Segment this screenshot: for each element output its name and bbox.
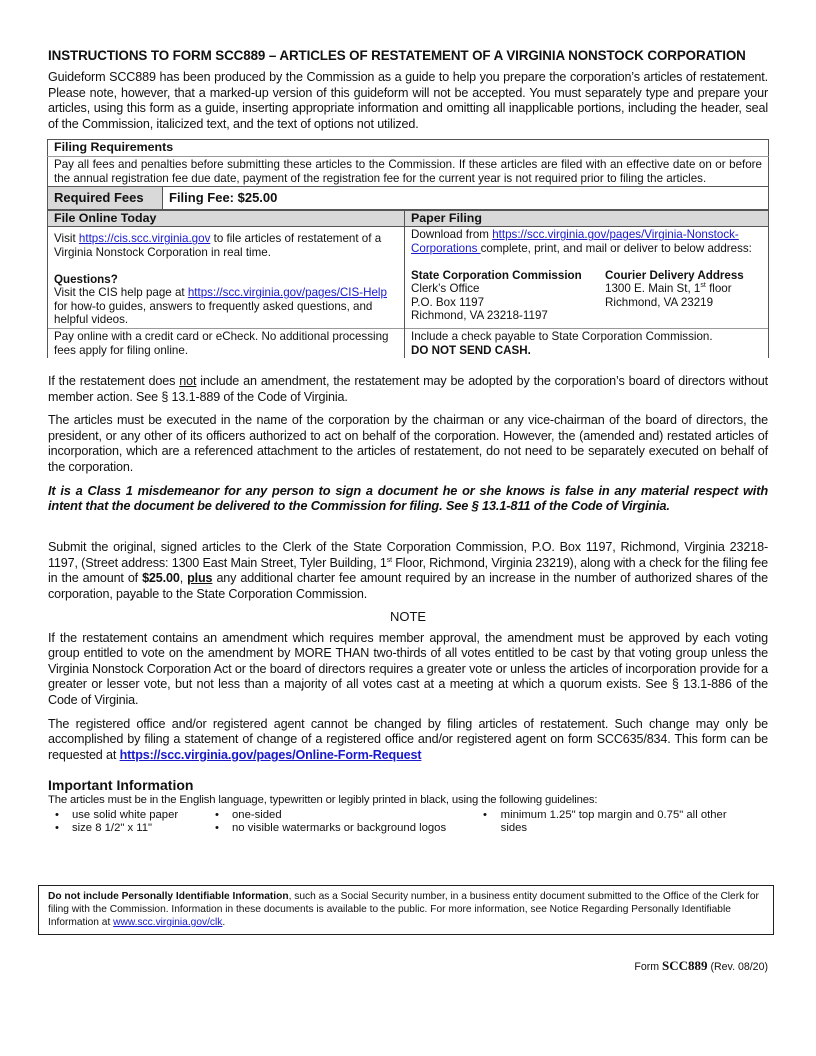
visit-cis-text: Visit https://cis.scc.virginia.gov to file articles of restatement of a Virginia Nonstock Corporation in real time. xyxy=(54,232,382,259)
important-info-heading: Important Information xyxy=(48,777,194,794)
bullet-icon: • xyxy=(483,808,487,821)
execution-paragraph: The articles must be executed in the name of the corporation by the chairman or any vice-chairman of the board of directors, the president, or any other of its officers authorized to act on behalf of the corporation. However, the (amended and) restated articles of incorporation, which are a referenced attachment to the articles of restatement, do not need to be separately executed on behalf of the corporation. xyxy=(48,413,768,475)
note-heading: NOTE xyxy=(389,608,427,624)
member-approval-paragraph: If the restatement contains an amendment which requires member approval, the amendment must be approved by each voting group entitled to vote on the amendment by MORE THAN two-thirds of all votes entitled to be cast by that voting group unless the Virginia Nonstock Corporation Act or the board of directors requires a greater vote or unless the articles of incorporation provide for a greater or lesser vote, but not less than a majority of all votes cast at a meeting at which a quorum exists. See § 13.1-886 of the Code of Virginia. xyxy=(48,630,768,707)
addresses xyxy=(411,269,762,323)
list-item: • minimum 1.25" top margin and 0.75" all other sides xyxy=(476,809,746,836)
online-form-request-link[interactable]: https://scc.virginia.gov/pages/Online-Form-Request xyxy=(119,747,422,762)
filing-requirements-table xyxy=(47,139,769,358)
bullet-icon: • xyxy=(55,808,59,821)
registered-office-paragraph: The registered office and/or registered agent cannot be changed by filing articles of restatement. Such change may only be accomplished by filing a statement of change of a registered office and/or registered agent on form SCC635/834. This form can be requested at https://scc.virginia.gov/pages/Online-Form-Request xyxy=(48,716,768,762)
bullet-icon: • xyxy=(215,808,219,821)
file-online-details xyxy=(48,227,405,329)
important-info-intro: The articles must be in the English language, typewritten or legibly printed in black, using the following guidelines: xyxy=(48,794,598,807)
download-text: Download from https://scc.virginia.gov/pages/Virginia-Nonstock-Corporations complete, print, and mail or deliver to below address: xyxy=(411,228,752,255)
list-item: • no visible watermarks or background logos xyxy=(208,822,476,835)
bullet-icon: • xyxy=(55,822,59,835)
required-fees-label: Required Fees xyxy=(48,187,163,210)
filing-requirements-text: Pay all fees and penalties before submitting these articles to the Commission. If these articles are filed with an effective date on or before the annual registration fee due date, payment of the registration fee for the current year is not required prior to filing the articles. xyxy=(48,156,769,186)
bullet-icon: • xyxy=(215,822,219,835)
cash-warning: DO NOT SEND CASH. xyxy=(411,343,531,357)
online-payment-text: Pay online with a credit card or eCheck. No additional processing fees apply for filing online. xyxy=(48,328,405,358)
list-item: • size 8 1/2" x 11" xyxy=(48,822,208,835)
list-item: • one-sided xyxy=(208,809,476,822)
page-title: INSTRUCTIONS TO FORM SCC889 – ARTICLES OF RESTATEMENT OF A VIRGINIA NONSTOCK CORPORATION xyxy=(48,48,746,63)
paper-filing-details xyxy=(405,227,769,329)
mailing-address: State Corporation Commission Clerk’s Office P.O. Box 1197 Richmond, VA 23218-1197 xyxy=(411,268,582,323)
form-number: SCC889 xyxy=(662,958,708,973)
cis-help-link[interactable]: https://scc.virginia.gov/pages/CIS-Help xyxy=(187,286,387,300)
paper-payment-text: Include a check payable to State Corporation Commission. DO NOT SEND CASH. xyxy=(405,328,769,358)
note-section xyxy=(48,631,768,764)
questions-label: Questions? xyxy=(54,272,118,286)
adoption-paragraph: If the restatement does not include an amendment, the restatement may be adopted by the corporation’s board of directors without member action. See § 13.1-889 of the Code of Virginia. xyxy=(48,374,768,404)
misdemeanor-warning: It is a Class 1 misdemeanor for any person to sign a document he or she knows is false in any material respect with intent that the document be delivered to the Commission for filing. See § 13.1-811 of the Code of Virginia. xyxy=(48,482,768,514)
file-online-header: File Online Today xyxy=(48,210,405,227)
form-footer: Form SCC889 (Rev. 08/20) xyxy=(634,958,768,973)
clerk-website-link[interactable]: www.scc.virginia.gov/clk xyxy=(113,917,223,928)
guidelines-list xyxy=(48,809,768,836)
submit-paragraph: Submit the original, signed articles to the Clerk of the State Corporation Commission, P.O. Box 1197, Richmond, Virginia 23218-1197, (Street address: 1300 East Main Street, Tyler Building, 1st Floor, Richmond, Virginia 23219), along with a check for the filing fee in the amount of $25.00, plus any additional charter fee amount required by an increase in the number of authorized shares of the corporation, payable to the State Corporation Commission. xyxy=(48,540,768,602)
filing-requirements-header: Filing Requirements xyxy=(48,140,769,157)
paper-filing-header: Paper Filing xyxy=(405,210,769,227)
cis-help-text: Visit the CIS help page at https://scc.virginia.gov/pages/CIS-Help for how-to guides, answers to frequently asked questions, and helpful videos. xyxy=(54,286,387,327)
pii-notice-box: Do not include Personally Identifiable Information, such as a Social Security number, in a business entity document submitted to the Office of the Clerk for filing with the Commission. Information in these documents is available to the public. For more information, see Notice Regarding Personally Identifiable Information at www.scc.virginia.gov/clk. xyxy=(38,885,774,935)
list-item: • use solid white paper xyxy=(48,809,208,822)
nonstock-corporations-link[interactable]: https://scc.virginia.gov/pages/Virginia-Nonstock-Corporations xyxy=(411,228,739,255)
instructions-page xyxy=(48,44,768,836)
cis-link[interactable]: https://cis.scc.virginia.gov xyxy=(78,232,211,246)
filing-fee-value: Filing Fee: $25.00 xyxy=(163,187,769,210)
intro-paragraph: Guideform SCC889 has been produced by the Commission as a guide to help you prepare the corporation’s articles of restatement. Please note, however, that a marked-up version of this guideform will not be accepted. You must separately type and prepare your articles, using this form as a guide, inserting appropriate information and omitting all inapplicable portions, including the header, seal of the Commission, italicized text, and the text of options not utilized. xyxy=(48,70,768,131)
courier-address: Courier Delivery Address 1300 E. Main St, 1st floor Richmond, VA 23219 xyxy=(605,268,744,309)
restatement-info xyxy=(48,374,768,476)
